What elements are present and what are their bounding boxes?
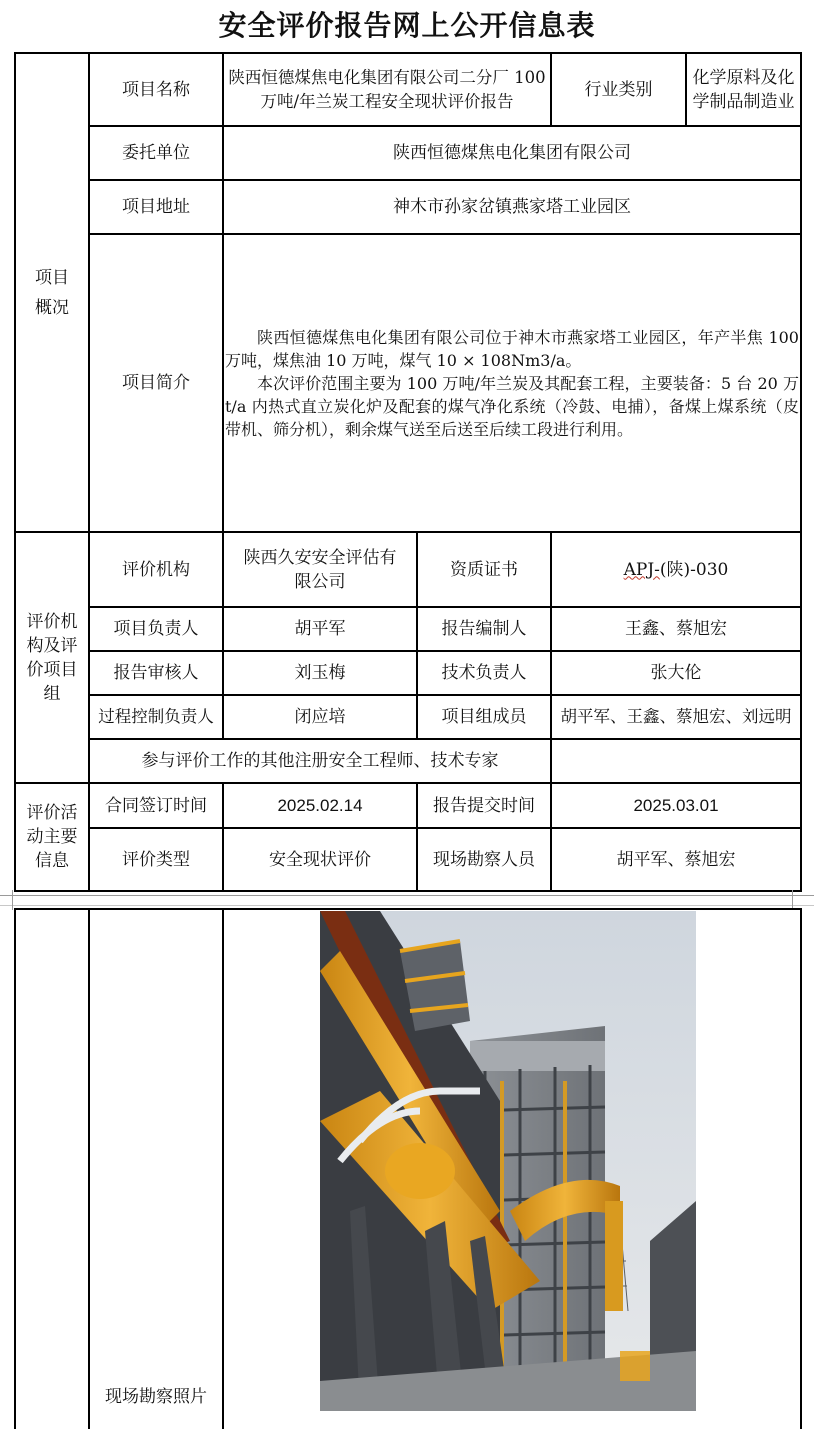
duct-riser [605, 1201, 623, 1311]
members-label: 项目组成员 [417, 695, 551, 739]
reviewer-value: 刘玉梅 [223, 651, 417, 695]
tech-value: 张大伦 [551, 651, 801, 695]
address-label: 项目地址 [89, 180, 223, 234]
cert-value [551, 532, 801, 607]
yellow-barrier [620, 1351, 650, 1381]
page-title: 安全评价报告网上公开信息表 [218, 9, 596, 42]
contract-value: 2025.02.14 [223, 783, 417, 828]
leader-value: 胡平军 [223, 607, 417, 651]
page-break-marker-left [12, 890, 13, 910]
address-value: 神木市孙家岔镇燕家塔工业园区 [223, 180, 801, 234]
page-break-line-bottom [0, 905, 814, 906]
photo-label [89, 909, 223, 1429]
info-table [14, 52, 802, 892]
cert-label: 资质证书 [417, 532, 551, 607]
client-value: 陕西恒德煤焦电化集团有限公司 [223, 126, 801, 180]
agency-section-label: 评价机 构及评 价项目 组 [15, 532, 89, 783]
page-break-marker-right [792, 890, 793, 910]
client-label: 委托单位 [89, 126, 223, 180]
org-value: 陕西久安安全评估有限公司 [223, 532, 417, 607]
others-value [551, 739, 801, 783]
industry-value: 化学原料及化学制品制造业 [686, 53, 801, 126]
site-photo-illustration [320, 911, 696, 1411]
page-break-line-top [0, 895, 814, 896]
members-value: 胡平军、王鑫、蔡旭宏、刘远明 [551, 695, 801, 739]
cert-prefix: APJ- [623, 559, 660, 580]
intro-paragraph-1: 陕西恒德煤焦电化集团有限公司位于神木市燕家塔工业园区，年产半焦 100 万吨，煤焦油 10 万吨，煤气 10 × 108Nm3/a。 [225, 327, 799, 370]
industry-label: 行业类别 [551, 53, 686, 126]
intro-value [223, 234, 801, 532]
type-label: 评价类型 [89, 828, 223, 891]
project-name-value: 陕西恒德煤焦电化集团有限公司二分厂 100 万吨/年兰炭工程安全现状评价报告 [223, 53, 551, 126]
site-photo [320, 911, 696, 1411]
survey-value: 胡平军、蔡旭宏 [551, 828, 801, 891]
photo-label-text: 现场勘察照片 [105, 1387, 207, 1407]
writer-label: 报告编制人 [417, 607, 551, 651]
survey-label: 现场勘察人员 [417, 828, 551, 891]
process-value: 闭应培 [223, 695, 417, 739]
photo-section-blank [15, 909, 89, 1429]
project-name-label: 项目名称 [89, 53, 223, 126]
duct-elbow [385, 1143, 455, 1199]
org-label: 评价机构 [89, 532, 223, 607]
submit-value: 2025.03.01 [551, 783, 801, 828]
intro-paragraph-2: 本次评价范围主要为 100 万吨/年兰炭及其配套工程，主要装备：5 台 20 万 t/a 内热式直立炭化炉及配套的煤气净化系统（冷鼓、电捕），备煤上煤系统（皮带机、筛分机），剩余煤气送至后送至后续工段进行利用。 [225, 373, 799, 439]
writer-value: 王鑫、蔡旭宏 [551, 607, 801, 651]
tech-label: 技术负责人 [417, 651, 551, 695]
activity-section-label: 评价活 动主要 信息 [15, 783, 89, 891]
type-value: 安全现状评价 [223, 828, 417, 891]
process-label: 过程控制负责人 [89, 695, 223, 739]
cert-rest: (陕)-030 [659, 559, 729, 580]
submit-label: 报告提交时间 [417, 783, 551, 828]
others-label: 参与评价工作的其他注册安全工程师、技术专家 [89, 739, 551, 783]
contract-label: 合同签订时间 [89, 783, 223, 828]
reviewer-label: 报告审核人 [89, 651, 223, 695]
overview-section-label: 项目 概况 [15, 53, 89, 532]
building-top [470, 1041, 605, 1071]
leader-label: 项目负责人 [89, 607, 223, 651]
intro-label: 项目简介 [89, 234, 223, 532]
